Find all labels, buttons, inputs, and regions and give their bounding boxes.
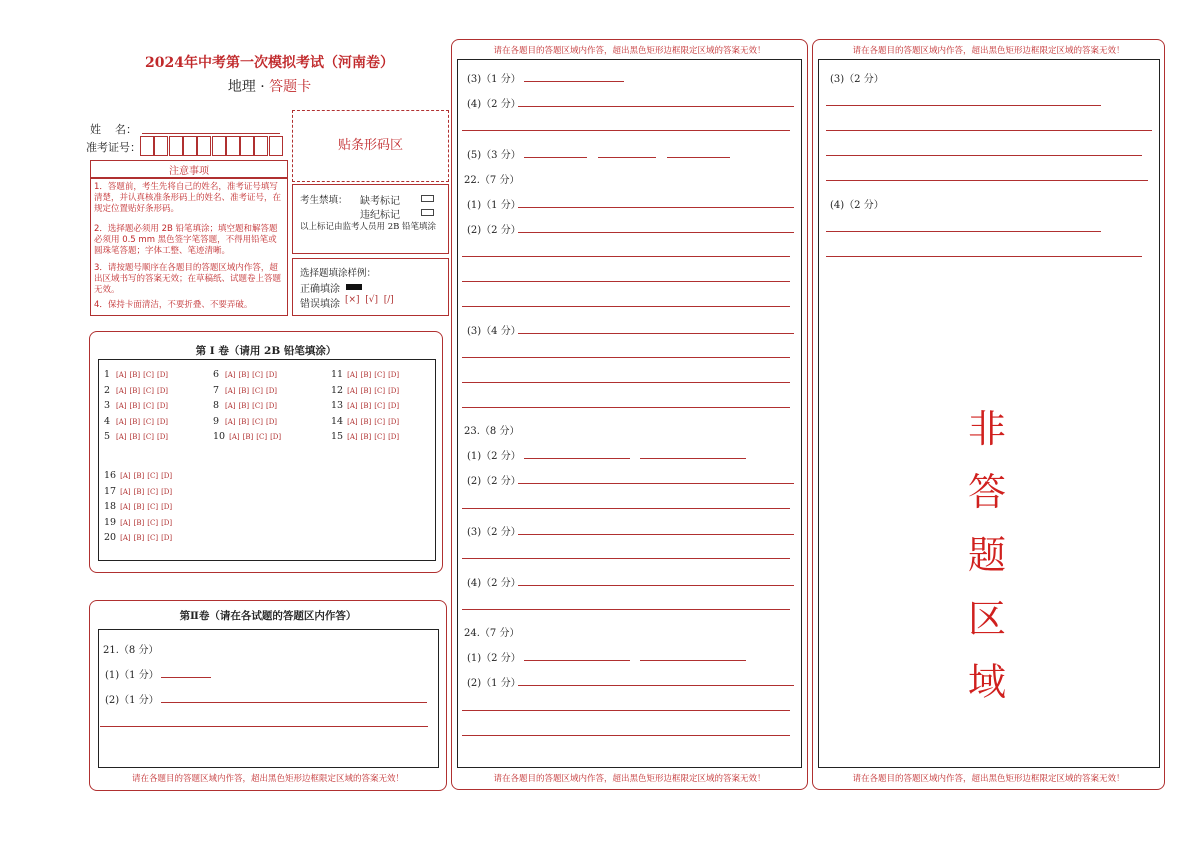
mc-question-row [213, 385, 280, 396]
mc-question-number: 10 [213, 431, 226, 442]
mc-option-bubble[interactable]: [A] [120, 534, 131, 542]
q24-2-line-b[interactable] [462, 710, 790, 711]
correct-fill-label: 正确填涂 [300, 284, 340, 295]
q24-3-line-c[interactable] [826, 155, 1142, 156]
exam-id-digit-box[interactable] [269, 136, 283, 156]
absent-checkbox[interactable] [421, 195, 434, 202]
q22-2-line[interactable] [518, 232, 794, 233]
mc-question-number: 9 [213, 415, 220, 427]
mc-option-bubble[interactable]: [C] [374, 402, 386, 410]
q21-4-label: (4)（2 分） [467, 99, 521, 110]
warning-col3-bottom: 请在各题目的答题区域内作答，超出黑色矩形边框限定区域的答案无效！ [852, 774, 1125, 784]
card-label: 答题卡 [269, 79, 312, 95]
part1-title: 第 I 卷（请用 2B 铅笔填涂） [195, 345, 337, 357]
q22-2-line-d[interactable] [462, 306, 790, 307]
q21-5-line-c[interactable] [667, 157, 730, 158]
mc-option-bubble[interactable]: [D] [156, 371, 169, 379]
violation-label: 违纪标记 [360, 210, 400, 221]
note-item-2: 2．选择题必须用 2B 铅笔填涂；填空题和解答题必须用 0.5 mm 黑色签字笔答题，不得用铅笔或圆珠笔答题；字体工整、笔迹清晰。 [94, 224, 278, 256]
mc-question-number: 20 [104, 532, 117, 543]
mc-option-bubble[interactable]: [C] [143, 386, 154, 395]
mc-option-bubble[interactable]: [B] [360, 402, 372, 410]
mc-option-bubble[interactable]: [D] [388, 417, 400, 426]
wrong-fill-marks: [×] [√] [/] [345, 295, 394, 305]
mc-option-bubble[interactable]: [A] [120, 503, 131, 511]
mc-question-number: 4 [104, 415, 111, 427]
note-item-1: 1．答题前，考生先将自己的姓名，准考证号填写清楚，并认真核准条形码上的姓名、准考证号，在规定位置贴好条形码。 [94, 182, 282, 214]
q21-3-label: (3)（1 分） [467, 74, 521, 85]
name-field[interactable] [142, 133, 280, 134]
no-answer-char-3: 题 [968, 533, 1007, 577]
mc-option-bubble[interactable]: [A] [116, 402, 127, 410]
no-answer-char-1: 非 [968, 407, 1007, 451]
q23-2-line[interactable] [518, 483, 794, 484]
exam-id-digit-box[interactable] [226, 136, 240, 156]
mc-option-bubble[interactable]: [C] [143, 417, 154, 426]
mc-option-bubble[interactable]: [D] [161, 534, 173, 542]
mc-option-bubble[interactable]: [B] [238, 402, 250, 410]
mc-option-bubble[interactable]: [A] [225, 386, 236, 395]
mc-question-number: 16 [104, 470, 117, 481]
exam-id-digit-box[interactable] [183, 136, 197, 156]
mc-option-bubble[interactable]: [B] [133, 503, 145, 511]
mc-option-bubble[interactable]: [A] [225, 371, 236, 379]
mc-option-bubble[interactable]: [A] [120, 472, 131, 480]
mc-option-bubble[interactable]: [A] [120, 487, 131, 496]
warning-col2-bottom: 请在各题目的答题区域内作答，超出黑色矩形边框限定区域的答案无效！ [493, 774, 766, 784]
q22-3-line-c[interactable] [462, 382, 790, 383]
name-label: 姓 名： [90, 123, 137, 136]
mc-option-bubble[interactable]: [A] [225, 417, 236, 426]
q23-3-line-b[interactable] [462, 558, 790, 559]
violation-checkbox[interactable] [421, 209, 434, 216]
mc-option-bubble[interactable]: [B] [238, 386, 250, 395]
mc-option-bubble[interactable]: [B] [360, 433, 372, 441]
mc-option-bubble[interactable]: [B] [360, 386, 372, 395]
no-answer-char-4: 区 [968, 597, 1007, 641]
mc-option-bubble[interactable]: [A] [116, 417, 127, 426]
mc-question-number: 3 [104, 400, 111, 411]
mc-option-bubble[interactable]: [D] [270, 433, 282, 441]
q23-2-line-b[interactable] [462, 508, 790, 509]
q24-2-line[interactable] [518, 685, 794, 686]
mc-question-number: 19 [104, 516, 117, 528]
mc-question-number: 13 [331, 400, 344, 411]
q23-1-label: (1)（2 分） [467, 451, 521, 462]
mc-question-row [104, 517, 175, 528]
exam-id-digit-box[interactable] [240, 136, 254, 156]
q22-3-line-d[interactable] [462, 407, 790, 408]
mc-option-bubble[interactable]: [B] [129, 433, 141, 441]
q22-1-label: (1)（1 分） [467, 200, 521, 211]
mc-option-bubble[interactable]: [D] [265, 371, 278, 379]
exam-id-digit-box[interactable] [169, 136, 183, 156]
mc-option-bubble[interactable]: [A] [229, 433, 240, 441]
mc-question-number: 18 [104, 501, 117, 512]
mc-option-bubble[interactable]: [C] [252, 402, 263, 410]
mc-option-bubble[interactable]: [B] [129, 386, 141, 395]
q21-3-line[interactable] [524, 81, 624, 82]
q21-label: 21.（8 分） [103, 645, 159, 656]
mc-option-bubble[interactable]: [C] [147, 472, 159, 480]
note-item-4: 4．保持卡面清洁，不要折叠、不要弄破。 [94, 300, 253, 310]
mc-option-bubble[interactable]: [C] [256, 433, 268, 441]
mc-option-bubble[interactable]: [A] [225, 402, 236, 410]
mc-question-number: 8 [213, 400, 220, 411]
mc-question-number: 2 [104, 384, 111, 396]
absent-label: 缺考标记 [360, 196, 400, 207]
exam-marks-label: 考生禁填： [300, 195, 348, 206]
mc-option-bubble[interactable]: [C] [252, 386, 263, 395]
mc-option-bubble[interactable]: [B] [133, 487, 145, 496]
mc-option-bubble[interactable]: [D] [156, 402, 169, 410]
mc-question-row [213, 400, 280, 411]
mc-option-bubble[interactable]: [A] [347, 371, 358, 379]
mc-option-bubble[interactable]: [A] [347, 402, 358, 410]
notes-title: 注意事项 [169, 166, 209, 177]
mc-option-bubble[interactable]: [C] [252, 417, 263, 426]
mc-option-bubble[interactable]: [D] [265, 417, 278, 426]
q24-4-label: (4)（2 分） [830, 200, 884, 211]
page-title: 2024年中考第一次模拟考试（河南卷） [145, 55, 394, 71]
exam-id-digit-box[interactable] [254, 136, 268, 156]
mc-option-bubble[interactable]: [B] [133, 472, 145, 480]
mc-option-bubble[interactable]: [B] [242, 433, 254, 441]
q22-3-line[interactable] [518, 333, 794, 334]
q23-label: 23.（8 分） [464, 426, 520, 437]
mc-option-bubble[interactable]: [C] [147, 534, 159, 542]
barcode-label: 贴条形码区 [337, 138, 403, 153]
mc-option-bubble[interactable]: [B] [129, 402, 141, 410]
mc-question-row [331, 385, 402, 396]
q22-3-label: (3)（4 分） [467, 326, 521, 337]
mc-question-number: 6 [213, 369, 220, 380]
q22-2-line-c[interactable] [462, 281, 790, 282]
q22-label: 22.（7 分） [464, 175, 520, 186]
note-item-3: 3．请按题号顺序在各题目的答题区域内作答，超出区域书写的答案无效；在草稿纸、试题卷上答题无效。 [94, 263, 282, 295]
mc-question-number: 7 [213, 384, 220, 396]
q21-1-label: (1)（1 分） [105, 670, 159, 681]
mc-question-row [104, 532, 175, 543]
q24-3-line-d[interactable] [826, 180, 1148, 181]
mc-question-number: 11 [331, 369, 344, 380]
mc-question-row [104, 431, 171, 442]
subject-label: 地理 · [227, 79, 270, 95]
q24-3-label: (3)（2 分） [830, 74, 884, 85]
exam-id-label: 准考证号： [86, 141, 141, 154]
q24-2-line-c[interactable] [462, 735, 790, 736]
mc-option-bubble[interactable]: [B] [133, 534, 145, 542]
q22-1-line[interactable] [518, 207, 794, 208]
q24-1-line-b[interactable] [640, 660, 746, 661]
q21-5-line-b[interactable] [598, 157, 656, 158]
q21-2-line-b[interactable] [100, 726, 428, 727]
mc-question-row [104, 501, 175, 512]
exam-id-digit-box[interactable] [140, 136, 154, 156]
mc-option-bubble[interactable]: [A] [347, 386, 358, 395]
correct-fill-mark [346, 284, 362, 290]
mc-option-bubble[interactable]: [C] [374, 433, 386, 441]
mc-option-bubble[interactable]: [C] [143, 402, 154, 410]
mc-option-bubble[interactable]: [C] [252, 371, 263, 379]
q22-2-label: (2)（2 分） [467, 225, 521, 236]
mc-option-bubble[interactable]: [A] [347, 433, 358, 441]
mc-option-bubble[interactable]: [B] [129, 371, 141, 379]
mc-question-row [213, 416, 280, 427]
mc-option-bubble[interactable]: [A] [116, 371, 127, 379]
q24-3-line-b[interactable] [826, 130, 1152, 131]
q21-1-line[interactable] [161, 677, 211, 678]
mc-option-bubble[interactable]: [D] [388, 402, 400, 410]
mc-option-bubble[interactable]: [D] [156, 417, 169, 426]
mc-question-row [104, 385, 171, 396]
q21-4-line-b[interactable] [462, 130, 790, 131]
mc-question-row [331, 431, 402, 442]
q24-2-label: (2)（1 分） [467, 678, 521, 689]
q24-label: 24.（7 分） [464, 628, 520, 639]
mc-question-row [104, 369, 171, 380]
mc-option-bubble[interactable]: [D] [161, 503, 173, 511]
mc-option-bubble[interactable]: [B] [360, 417, 372, 426]
mc-option-bubble[interactable]: [D] [156, 433, 169, 441]
wrong-fill-label: 错误填涂 [300, 299, 340, 310]
exam-id-digit-box[interactable] [154, 136, 168, 156]
mc-option-bubble[interactable]: [B] [238, 371, 250, 379]
mc-question-row [213, 431, 284, 442]
fill-sample-title: 选择题填涂样例： [300, 268, 377, 279]
mc-option-bubble[interactable]: [D] [265, 402, 278, 410]
q21-5-label: (5)（3 分） [467, 150, 521, 161]
mc-question-row [331, 369, 402, 380]
mc-option-bubble[interactable]: [D] [161, 487, 173, 496]
exam-id-digit-box[interactable] [212, 136, 226, 156]
q23-2-label: (2)（2 分） [467, 476, 521, 487]
mc-option-bubble[interactable]: [D] [161, 472, 173, 480]
mc-option-bubble[interactable]: [C] [147, 518, 159, 527]
mc-question-row [104, 400, 171, 411]
mc-option-bubble[interactable]: [B] [133, 518, 145, 527]
mc-option-bubble[interactable]: [C] [147, 503, 159, 511]
q21-2-label: (2)（1 分） [105, 695, 159, 706]
mc-option-bubble[interactable]: [C] [374, 386, 386, 395]
mc-option-bubble[interactable]: [B] [238, 417, 250, 426]
mc-option-bubble[interactable]: [D] [388, 433, 400, 441]
q24-3-line[interactable] [826, 105, 1101, 106]
mc-option-bubble[interactable]: [A] [347, 417, 358, 426]
q23-3-label: (3)（2 分） [467, 527, 521, 538]
q24-4-line[interactable] [826, 231, 1101, 232]
q21-5-line-a[interactable] [524, 157, 587, 158]
mc-option-bubble[interactable]: [B] [360, 371, 372, 379]
q24-1-line-a[interactable] [524, 660, 630, 661]
mc-option-bubble[interactable]: [D] [388, 386, 400, 395]
mc-question-number: 12 [331, 384, 344, 396]
q22-3-line-b[interactable] [462, 357, 790, 358]
mc-option-bubble[interactable]: [A] [116, 433, 127, 441]
q24-1-label: (1)（2 分） [467, 653, 521, 664]
mc-option-bubble[interactable]: [B] [129, 417, 141, 426]
mc-option-bubble[interactable]: [D] [265, 386, 278, 395]
exam-id-boxes[interactable] [140, 136, 284, 156]
mc-question-number: 1 [104, 369, 111, 380]
mc-question-number: 5 [104, 431, 111, 442]
part2-title: 第Ⅱ卷（请在各试题的答题区内作答） [179, 610, 357, 622]
mc-question-number: 15 [331, 431, 344, 442]
mc-option-bubble[interactable]: [A] [120, 518, 131, 527]
q23-4-line-b[interactable] [462, 609, 790, 610]
mc-question-row [104, 416, 171, 427]
mc-option-bubble[interactable]: [D] [156, 386, 169, 395]
exam-id-digit-box[interactable] [197, 136, 211, 156]
mc-question-row [331, 416, 402, 427]
mc-question-row [213, 369, 280, 380]
q21-2-line[interactable] [161, 702, 427, 703]
mc-question-row [104, 470, 175, 481]
warning-col2-top: 请在各题目的答题区域内作答，超出黑色矩形边框限定区域的答案无效！ [493, 46, 766, 56]
q23-4-line[interactable] [518, 585, 794, 586]
mc-option-bubble[interactable]: [C] [147, 487, 159, 496]
no-answer-char-5: 域 [968, 660, 1007, 704]
no-answer-char-2: 答 [968, 470, 1007, 514]
page-subtitle [92, 76, 447, 96]
mc-option-bubble[interactable]: [C] [374, 417, 386, 426]
mc-question-number: 14 [331, 415, 344, 427]
q23-1-line-b[interactable] [640, 458, 746, 459]
mc-option-bubble[interactable]: [C] [143, 433, 154, 441]
q21-4-line[interactable] [518, 106, 794, 107]
q23-1-line-a[interactable] [524, 458, 630, 459]
q23-4-label: (4)（2 分） [467, 578, 521, 589]
mc-question-row [331, 400, 402, 411]
q22-2-line-b[interactable] [462, 256, 790, 257]
mc-option-bubble[interactable]: [A] [116, 386, 127, 395]
mc-option-bubble[interactable]: [D] [161, 518, 173, 527]
mc-option-bubble[interactable]: [D] [388, 371, 400, 379]
mc-question-number: 17 [104, 485, 117, 497]
mc-option-bubble[interactable]: [C] [143, 371, 154, 379]
mc-question-row [104, 486, 175, 497]
mc-option-bubble[interactable]: [C] [374, 371, 386, 379]
q23-3-line[interactable] [518, 534, 794, 535]
warning-col1: 请在各题目的答题区域内作答，超出黑色矩形边框限定区域的答案无效！ [131, 774, 404, 784]
q24-4-line-b[interactable] [826, 256, 1142, 257]
exam-marks-note: 以上标记由监考人员用 2B 铅笔填涂 [300, 222, 437, 232]
warning-col3-top: 请在各题目的答题区域内作答，超出黑色矩形边框限定区域的答案无效！ [852, 46, 1125, 56]
